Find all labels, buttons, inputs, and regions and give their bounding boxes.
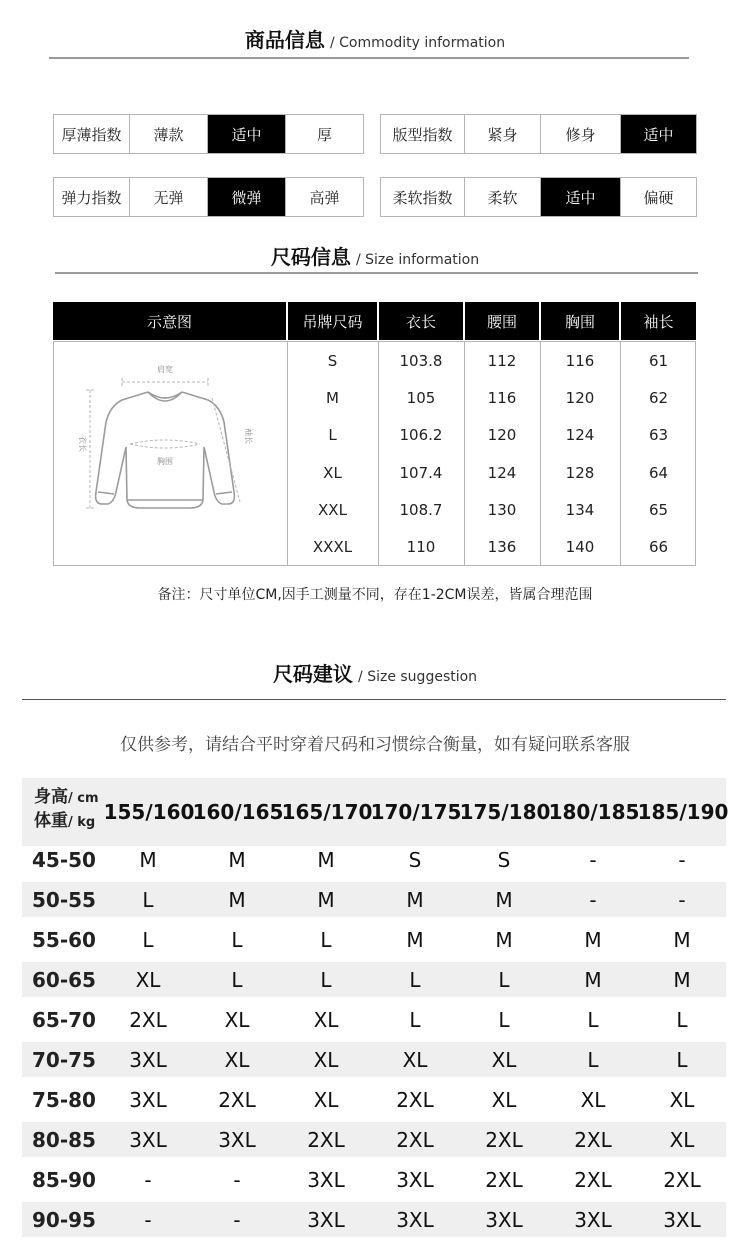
weight-range: 55-60	[32, 927, 96, 952]
attr-option: 厚	[286, 115, 364, 154]
size-cell-chest: 134	[565, 500, 595, 519]
size-info-title-zh: 尺码信息	[270, 245, 351, 269]
size-suggestion-cell: -	[233, 1207, 241, 1232]
size-suggestion-cell: XL	[402, 1047, 428, 1072]
size-header-tag-size: 吊牌尺码	[288, 302, 377, 340]
commodity-section-title	[0, 24, 750, 53]
size-suggestion-cell: L	[409, 967, 421, 992]
size-cell-length: 105	[406, 388, 436, 407]
size-suggestion-cell: L	[409, 1007, 421, 1032]
size-cell-waist: 130	[487, 500, 517, 519]
weight-range: 65-70	[32, 1007, 96, 1032]
size-suggestion-cell: M	[495, 927, 513, 952]
size-suggestion-cell: L	[142, 887, 154, 912]
height-header: 175/180	[459, 800, 551, 824]
attr-option-selected: 适中	[208, 115, 286, 154]
size-suggestion-cell: M	[317, 847, 335, 872]
size-suggestion-cell: 2XL	[396, 1087, 434, 1112]
size-suggestion-cell: L	[231, 967, 243, 992]
weight-range: 80-85	[32, 1127, 96, 1152]
size-suggestion-cell: -	[589, 887, 597, 912]
size-suggestion-cell: 3XL	[396, 1167, 434, 1192]
size-suggestion-cell: -	[144, 1167, 152, 1192]
attr-option: 紧身	[465, 115, 541, 154]
height-label: 身高	[34, 787, 68, 807]
diagram-label-chest: 胸围	[157, 457, 173, 466]
size-suggestion-cell: L	[498, 967, 510, 992]
size-cell-chest: 128	[565, 463, 595, 482]
size-suggestion-cell: M	[584, 927, 602, 952]
size-suggestion-cell: L	[587, 1047, 599, 1072]
size-suggestion-cell: L	[587, 1007, 599, 1032]
size-cell-waist: 112	[487, 351, 517, 370]
size-header-sleeve: 袖长	[621, 302, 696, 340]
size-suggestion-cell: M	[139, 847, 157, 872]
height-header: 155/160	[103, 800, 195, 824]
size-cell-chest: 140	[565, 537, 595, 556]
size-info-title-en: / Size information	[355, 252, 480, 268]
weight-range: 90-95	[32, 1207, 96, 1232]
size-cell-chest: 120	[565, 388, 595, 407]
size-cell-length: 110	[406, 537, 436, 556]
size-suggestion-cell: XL	[224, 1007, 250, 1032]
size-suggestion-cell: XL	[491, 1087, 517, 1112]
size-suggestion-cell: 2XL	[396, 1127, 434, 1152]
size-suggestion-cell: -	[589, 847, 597, 872]
weight-range: 60-65	[32, 967, 96, 992]
height-header: 185/190	[637, 800, 729, 824]
size-cell-sleeve: 65	[648, 500, 669, 519]
size-suggestion-cell: M	[228, 847, 246, 872]
height-unit: / cm	[68, 791, 99, 806]
attr-option-selected: 微弹	[208, 178, 286, 217]
size-suggestion-cell: L	[320, 927, 332, 952]
size-suggestion-cell: XL	[669, 1127, 695, 1152]
size-suggestion-cell: XL	[580, 1087, 606, 1112]
size-suggestion-cell: 3XL	[218, 1127, 256, 1152]
attr-label: 弹力指数	[54, 178, 130, 217]
attr-table-elasticity	[53, 177, 364, 217]
size-cell-chest: 116	[565, 351, 595, 370]
size-suggestion-cell: 3XL	[307, 1167, 345, 1192]
height-header: 165/170	[281, 800, 373, 824]
size-cell-chest: 124	[565, 425, 595, 444]
size-header-waist: 腰围	[465, 302, 539, 340]
commodity-divider	[49, 57, 689, 59]
size-cell-tag: XXXL	[312, 537, 353, 556]
size-info-divider	[55, 272, 698, 274]
size-suggestion-cell: 3XL	[396, 1207, 434, 1232]
size-suggestion-cell: XL	[669, 1087, 695, 1112]
size-cell-tag: XXL	[318, 500, 347, 519]
attr-option-selected: 适中	[541, 178, 621, 217]
weight-range: 85-90	[32, 1167, 96, 1192]
diagram-label-sleeve: 袖长	[244, 428, 253, 444]
size-suggestion-cell: -	[678, 847, 686, 872]
size-suggestion-cell: L	[676, 1007, 688, 1032]
attr-table-fit	[380, 114, 697, 154]
weight-unit: / kg	[68, 815, 96, 830]
attr-row-fit	[381, 115, 697, 154]
size-suggestion-cell: M	[406, 887, 424, 912]
suggestion-subtitle: 仅供参考，请结合平时穿着尺码和习惯综合衡量，如有疑问联系客服	[120, 735, 630, 755]
size-cell-sleeve: 61	[648, 351, 669, 370]
diagram-label-shoulder: 肩宽	[157, 365, 173, 374]
size-suggestion-cell: L	[231, 927, 243, 952]
suggestion-section-title	[0, 658, 750, 687]
size-suggestion-cell: L	[498, 1007, 510, 1032]
size-cell-sleeve: 62	[648, 388, 669, 407]
size-suggestion-cell: 2XL	[574, 1167, 612, 1192]
attr-row-softness	[381, 178, 697, 217]
size-suggestion-cell: 2XL	[485, 1167, 523, 1192]
size-suggestion-cell: 3XL	[485, 1207, 523, 1232]
suggestion-divider	[22, 699, 726, 700]
size-suggestion-cell: L	[320, 967, 332, 992]
size-suggestion-cell: XL	[313, 1047, 339, 1072]
size-info-section-title	[0, 241, 750, 270]
attr-label: 厚薄指数	[54, 115, 130, 154]
diagram-label-length: 衣长	[78, 436, 87, 452]
height-header: 170/175	[370, 800, 462, 824]
attr-label: 版型指数	[381, 115, 465, 154]
commodity-title-en: / Commodity information	[329, 35, 506, 51]
size-suggestion-cell: XL	[135, 967, 161, 992]
height-header: 180/185	[548, 800, 640, 824]
size-suggestion-cell: XL	[491, 1047, 517, 1072]
size-cell-sleeve: 66	[648, 537, 669, 556]
size-cell-waist: 124	[487, 463, 517, 482]
size-suggestion-cell: XL	[224, 1047, 250, 1072]
weight-range: 70-75	[32, 1047, 96, 1072]
size-header-chest: 胸围	[541, 302, 619, 340]
attr-table-thickness	[53, 114, 364, 154]
weight-range: 75-80	[32, 1087, 96, 1112]
size-cell-tag: XL	[323, 463, 342, 482]
attr-option: 无弹	[130, 178, 208, 217]
size-cell-waist: 116	[487, 388, 517, 407]
size-suggestion-cell: 2XL	[663, 1167, 701, 1192]
attr-row-thickness	[54, 115, 364, 154]
attr-option: 修身	[541, 115, 621, 154]
size-suggestion-cell: M	[406, 927, 424, 952]
size-cell-length: 106.2	[399, 425, 443, 444]
size-suggestion-cell: -	[233, 1167, 241, 1192]
size-header-length: 衣长	[379, 302, 463, 340]
size-suggestion-cell: XL	[313, 1007, 339, 1032]
height-header: 160/165	[192, 800, 284, 824]
attr-label: 柔软指数	[381, 178, 465, 217]
size-suggestion-cell: M	[317, 887, 335, 912]
size-cell-tag: M	[326, 388, 339, 407]
size-cell-tag: L	[328, 425, 337, 444]
size-suggestion-cell: 3XL	[129, 1047, 167, 1072]
size-cell-length: 107.4	[399, 463, 443, 482]
attr-row-elasticity	[54, 178, 364, 217]
commodity-title-zh: 商品信息	[244, 28, 325, 52]
attr-option: 柔软	[465, 178, 541, 217]
attr-option: 高弹	[286, 178, 364, 217]
attr-option-selected: 适中	[621, 115, 697, 154]
size-suggestion-cell: L	[676, 1047, 688, 1072]
size-suggestion-cell: L	[142, 927, 154, 952]
size-suggestion-cell: M	[673, 967, 691, 992]
size-suggestion-cell: XL	[313, 1087, 339, 1112]
suggestion-title-en: / Size suggestion	[358, 669, 478, 685]
weight-range: 50-55	[32, 887, 96, 912]
size-suggestion-cell: 2XL	[574, 1127, 612, 1152]
attr-option: 偏硬	[621, 178, 697, 217]
size-suggestion-cell: 2XL	[129, 1007, 167, 1032]
size-cell-waist: 136	[487, 537, 517, 556]
weight-label: 体重	[34, 811, 68, 831]
size-suggestion-cell: -	[144, 1207, 152, 1232]
size-suggestion-cell: S	[497, 847, 511, 872]
size-suggestion-cell: 3XL	[129, 1087, 167, 1112]
size-suggestion-cell: M	[584, 967, 602, 992]
size-suggestion-cell: S	[408, 847, 422, 872]
size-suggestion-cell: 2XL	[218, 1087, 256, 1112]
size-suggestion-cell: 3XL	[129, 1127, 167, 1152]
size-cell-sleeve: 63	[648, 425, 669, 444]
size-suggestion-cell: 2XL	[307, 1127, 345, 1152]
size-suggestion-cell: M	[228, 887, 246, 912]
size-suggestion-cell: M	[495, 887, 513, 912]
size-suggestion-cell: 3XL	[663, 1207, 701, 1232]
size-suggestion-cell: M	[673, 927, 691, 952]
suggestion-corner-header	[34, 786, 114, 834]
sweater-diagram	[70, 352, 270, 522]
size-cell-length: 108.7	[399, 500, 443, 519]
size-header-diagram: 示意图	[53, 302, 286, 340]
size-suggestion-cell: -	[678, 887, 686, 912]
size-cell-length: 103.8	[399, 351, 443, 370]
size-cell-tag: S	[327, 351, 338, 370]
size-suggestion-cell: 2XL	[485, 1127, 523, 1152]
attr-table-softness	[380, 177, 697, 217]
weight-range: 45-50	[32, 847, 96, 872]
size-suggestion-cell: 3XL	[307, 1207, 345, 1232]
size-cell-sleeve: 64	[648, 463, 669, 482]
size-note: 备注：尺寸单位CM,因手工测量不同，存在1-2CM误差，皆属合理范围	[157, 587, 593, 603]
size-cell-waist: 120	[487, 425, 517, 444]
size-suggestion-cell: 3XL	[574, 1207, 612, 1232]
suggestion-title-zh: 尺码建议	[272, 662, 353, 686]
attr-option: 薄款	[130, 115, 208, 154]
